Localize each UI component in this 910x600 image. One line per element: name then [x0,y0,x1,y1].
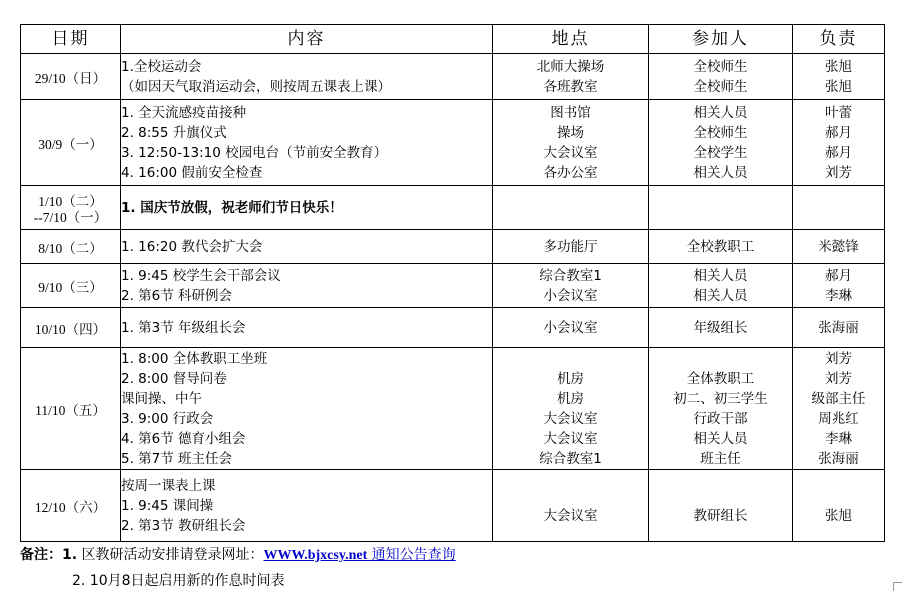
notes-section [20,542,456,594]
row-date-line: 30/9（一） [38,136,103,152]
row-content-line: 1. 9:45 课间操 [121,497,214,514]
row-content-line: 2. 8:55 升旗仪式 [121,124,227,141]
row-content-line: 1. 全天流感疫苗接种 [121,104,247,121]
row-responsible-line: 张旭 [825,78,852,95]
row-content-line: 3. 12:50-13:10 校园电台（节前安全教育） [121,144,388,161]
row-responsible [793,230,885,264]
row-people [649,54,793,100]
row-place-line: 机房 [557,370,584,387]
row-place-line: 机房 [557,390,584,407]
website-link[interactable]: WWW.bjxcsy.net [263,548,368,563]
row-date-line: 12/10（六） [34,499,107,515]
row-responsible-line: 刘芳 [825,164,852,181]
row-place-line: 大会议室 [543,144,598,161]
header-place: 地点 [493,25,649,54]
note-line-2: 2. 10月8日起启用新的作息时间表 [72,573,285,589]
row-responsible [793,348,885,470]
page-corner-mark [893,582,902,591]
row-date-line: 8/10（二） [38,240,103,256]
row-people-line: 教研组长 [693,507,748,524]
row-people [649,470,793,542]
row-responsible-line: 张旭 [825,58,852,75]
header-date: 日期 [21,25,121,54]
row-responsible-line: 郝月 [825,144,852,161]
row-content [121,54,493,100]
header-people: 参加人 [649,25,793,54]
row-responsible-line: 李琳 [825,287,852,304]
row-place-line: 大会议室 [543,507,598,524]
row-content [121,230,493,264]
header-content: 内容 [121,25,493,54]
row-date [21,308,121,348]
row-date [21,230,121,264]
row-responsible-line: 郝月 [825,124,852,141]
row-place-line: 多功能厅 [543,238,598,255]
row-content-line: 1. 9:45 校学生会干部会议 [121,267,281,284]
row-place [493,470,649,542]
row-people-line: 班主任 [700,450,741,467]
row-content-line: 4. 16:00 假前安全检查 [121,164,263,181]
notes-text: 区教研活动安排请登录网址： [77,547,264,563]
row-responsible-line: 刘芳 [825,350,852,367]
row-responsible-line: 李琳 [825,430,852,447]
row-place-line: 图书馆 [550,104,591,121]
row-responsible [793,100,885,186]
row-place-line: 大会议室 [543,430,598,447]
row-people-line: 相关人员 [693,164,748,181]
header-responsible: 负责 [793,25,885,54]
schedule-sheet [20,24,885,542]
row-place [493,308,649,348]
row-people-line: 年级组长 [693,319,748,336]
row-place-line: 小会议室 [543,287,598,304]
row-date-line: 9/10（三） [38,279,103,295]
row-place-line: 各办公室 [543,164,598,181]
row-responsible-line: 周兆红 [818,410,859,427]
row-content-line: 2. 第6节 科研例会 [121,287,233,304]
row-content-line: 1. 8:00 全体教职工坐班 [121,350,268,367]
row-content [121,264,493,308]
row-place-line: 综合教室1 [539,267,602,284]
row-responsible [793,186,885,230]
row-content-line: 2. 第3节 教研组长会 [121,517,246,534]
row-date [21,264,121,308]
row-date-line: --7/10（一） [33,209,108,225]
row-date [21,186,121,230]
schedule-row [21,54,885,100]
row-place [493,230,649,264]
row-responsible-line: 郝月 [825,267,852,284]
row-place [493,186,649,230]
schedule-row [21,348,885,470]
row-people [649,230,793,264]
row-content-line: 5. 第7节 班主任会 [121,450,233,467]
row-place [493,54,649,100]
row-content-line: 1.全校运动会 [121,58,202,75]
row-people-line: 相关人员 [693,287,748,304]
row-people-line: 全校教职工 [686,238,755,255]
row-content-line: 1. 16:20 教代会扩大会 [121,238,263,255]
row-place-line: 各班教室 [543,78,598,95]
row-people-line: 全体教职工 [686,370,755,387]
row-place [493,100,649,186]
row-people-line: 行政干部 [693,410,748,427]
row-people-line: 全校师生 [693,78,748,95]
row-content [121,470,493,542]
row-date-line: 10/10（四） [34,321,107,337]
schedule-row [21,186,885,230]
row-date [21,348,121,470]
row-responsible-line: 米懿锋 [818,238,859,255]
row-people [649,186,793,230]
row-people-line [649,349,792,369]
row-people-line: 相关人员 [693,267,748,284]
row-responsible-line: 叶蕾 [825,104,852,121]
schedule-table [20,24,885,542]
notes-label: 备注：1. [20,547,78,563]
schedule-row [21,100,885,186]
schedule-row [21,230,885,264]
row-content-line: 课间操、中午 [121,390,202,407]
row-people-line: 全校师生 [693,124,748,141]
row-place-line: 操场 [557,124,584,141]
row-responsible-line: 张旭 [825,507,852,524]
row-people [649,100,793,186]
row-place-line: 北师大操场 [536,58,605,75]
row-content-line: （如因天气取消运动会，则按周五课表上课） [121,78,391,95]
row-content-line: 3. 9:00 行政会 [121,410,214,427]
schedule-row [21,308,885,348]
row-responsible-line: 张海丽 [818,319,859,336]
row-date-line: 1/10（二） [38,193,103,209]
row-content [121,186,493,230]
notice-query-link[interactable]: 通知公告查询 [367,547,456,563]
row-people [649,264,793,308]
row-place-line: 小会议室 [543,319,598,336]
row-people-line: 全校学生 [693,144,748,161]
row-content-line: 4. 第6节 德育小组会 [121,430,246,447]
row-responsible-line: 张海丽 [818,450,859,467]
header-row [21,25,885,54]
row-content-line: 1. 国庆节放假，祝老师们节日快乐！ [121,199,343,216]
row-responsible [793,54,885,100]
note-line-1 [20,542,456,568]
row-date [21,470,121,542]
row-responsible-line: 刘芳 [825,370,852,387]
row-content [121,308,493,348]
row-content-line: 1. 第3节 年级组长会 [121,319,246,336]
row-responsible [793,264,885,308]
row-content-line: 2. 8:00 督导问卷 [121,370,227,387]
row-place-line: 综合教室1 [539,450,602,467]
schedule-body [21,54,885,542]
row-place [493,264,649,308]
row-place [493,348,649,470]
schedule-row [21,470,885,542]
row-people-line: 相关人员 [693,430,748,447]
row-people-line: 初二、初三学生 [673,390,768,407]
row-date [21,54,121,100]
row-content [121,348,493,470]
row-responsible [793,308,885,348]
row-date-line: 11/10（五） [35,402,106,418]
row-people [649,348,793,470]
row-responsible-line: 级部主任 [811,390,866,407]
row-people-line: 相关人员 [693,104,748,121]
row-place-line [493,349,648,369]
row-people [649,308,793,348]
row-date-line: 29/10（日） [34,70,107,86]
row-responsible [793,470,885,542]
row-content [121,100,493,186]
row-content-line: 按周一课表上课 [121,477,216,494]
schedule-row [21,264,885,308]
row-people-line: 全校师生 [693,58,748,75]
row-date [21,100,121,186]
row-place-line: 大会议室 [543,410,598,427]
